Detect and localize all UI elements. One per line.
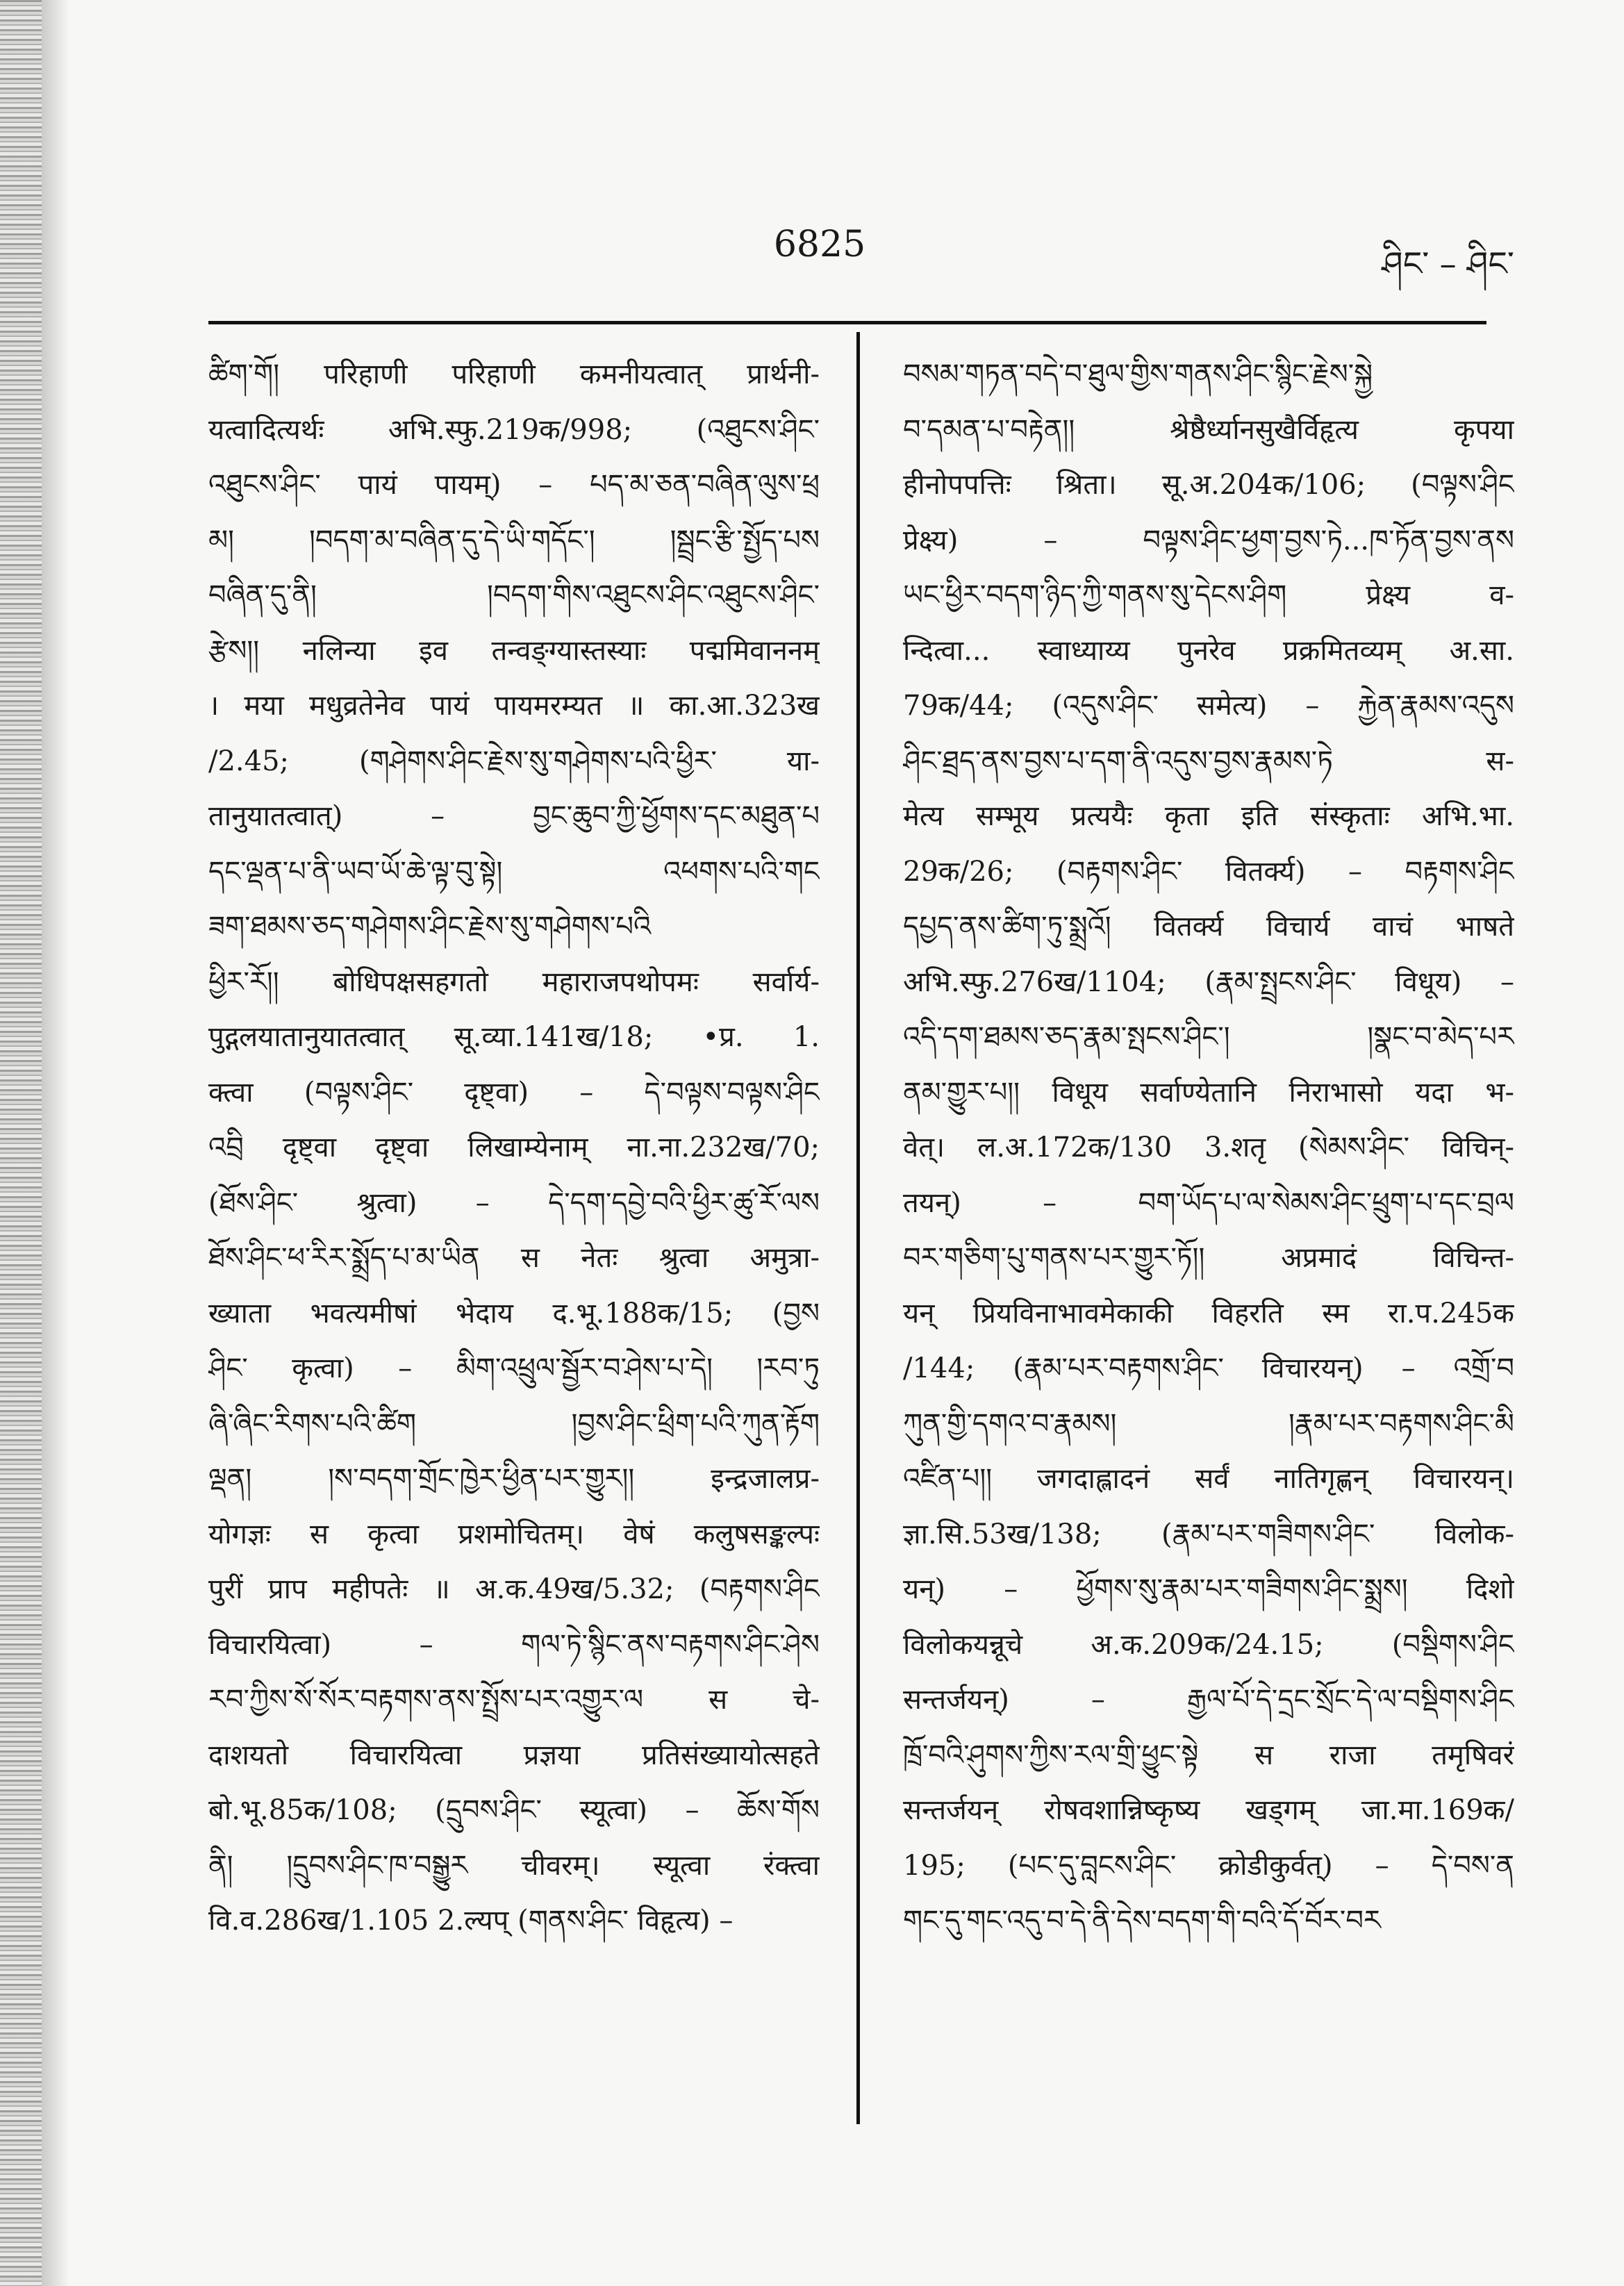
text-line: पुद्गलयातानुयातत्वात् सू.व्या.141ख/18; •प्र. 1. xyxy=(208,1021,820,1053)
text-line: ཤིང་ཐྲད་ནས་བྱས་པ་དག་ནི་འདུས་བྱས་རྣམས་ཏེ स- xyxy=(903,745,1514,777)
scan-edge-fade xyxy=(42,0,69,2286)
left-column xyxy=(208,347,820,1949)
text-line: । मया मधुव्रतेनेव पायं पायमरम्यत ॥ का.आ.323ख xyxy=(208,690,820,722)
text-line: वेत्। ल.अ.172क/130 3.शतृ (སེམས་ཤིང་ विचिन्- xyxy=(903,1132,1514,1163)
text-line: འཐུངས་ཤིང་ पायं पायम्) – པད་མ་ཅན་བཞིན་ལུས་ཕྲ xyxy=(208,469,820,501)
text-line: རབ་ཀྱིས་སོ་སོར་བརྟགས་ནས་སྤྲོས་པར་འགྱུར་ལ स चे- xyxy=(208,1684,820,1716)
text-line: हीनोपपत्तिः श्रिता। सू.अ.204क/106; (བལྟས་ཤིང xyxy=(903,469,1514,501)
text-line: གང་དུ་གང་འདུ་བ་དེ་ནི་དེས་བདག་གི་བའི་དོ་བོར་བར xyxy=(903,1905,1381,1937)
text-line: दाशयतो विचारयित्वा प्रज्ञया प्रतिसंख्यायोत्सहते xyxy=(208,1739,820,1771)
text-line: प्रेक्ष्य) – བལྟས་ཤིང་ཕྱག་བྱས་ཏེ...ཁ་ཏོན་བྱས་ནས xyxy=(903,524,1514,556)
text-line: योगज्ञः स कृत्वा प्रशमोचितम्। वेषं कलुषसङ्कल्पः xyxy=(208,1518,820,1550)
right-column xyxy=(903,347,1514,1949)
text-line: मेत्य सम्भूय प्रत्ययैः कृता इति संस्कृताः अभि.भा. xyxy=(903,800,1514,832)
text-line: ज्ञा.सि.53ख/138; (རྣམ་པར་གཟིགས་ཤིང་ विलोक- xyxy=(903,1518,1514,1550)
text-line: ཕྱིར་རོ།། बोधिपक्षसहगतो महाराजपथोपमः सर्वार्य- xyxy=(208,966,820,998)
text-line: འདི་དག་ཐམས་ཅད་རྣམ་སྤངས་ཤིང་། །སྣང་བ་མེད་པར xyxy=(903,1021,1514,1053)
text-line: /2.45; (གཤེགས་ཤིང་རྗེས་སུ་གཤེགས་པའི་ཕྱིར་ या- xyxy=(208,745,820,777)
text-line: क्त्वा (བལྟས་ཤིང་ दृष्ट्वा) – དེ་བལྟས་བལྟས་ཤིང xyxy=(208,1076,820,1109)
text-line: 29क/26; (བརྟགས་ཤིང་ वितर्क्य) – བརྟགས་ཤིང xyxy=(903,855,1514,888)
text-line: ནི། །དྲུབས་ཤིང་ཁ་བསྒྱུར चीवरम्। स्यूत्वा रंक्त्वा xyxy=(208,1849,820,1882)
text-line: अभि.स्फु.276ख/1104; (རྣམ་སྤྲངས་ཤིང་ विधूय) – xyxy=(903,966,1514,998)
text-line: 195; (པང་དུ་བླངས་ཤིང་ क्रोडीकुर्वत्) – དེ་བས་ན xyxy=(903,1849,1514,1882)
text-line: བ་དམན་པ་བརྟེན།། श्रेष्ठैर्ध्यानसुखैर्विहृत्य कृपया xyxy=(903,413,1514,446)
text-line: न्दित्वा... स्वाध्याय्य पुनरेव प्रक्रमितव्यम् अ.सा. xyxy=(903,634,1514,667)
column-divider xyxy=(856,332,860,2124)
text-line: བཞིན་དུ་ནི། །བདག་གིས་འཐུངས་ཤིང་འཐུངས་ཤིང་ xyxy=(208,579,820,611)
text-line: ལྡན། །ས་བདག་གྲོང་ཁྱེར་ཕྱིན་པར་གྱུར།། इन्द्रजालप्र- xyxy=(208,1463,820,1495)
text-line: सन्तर्जयन्) – རྒྱལ་པོ་དེ་དྲང་སྲོང་དེ་ལ་བསྡིགས་ཤིང xyxy=(903,1684,1514,1716)
text-line: ཚིག་གོ། परिहाणी परिहाणी कमनीयत्वात् प्रार्थनी- xyxy=(208,358,820,390)
text-line: ཡང་ཕྱིར་བདག་ཉིད་ཀྱི་གནས་སུ་དེངས་ཤིག प्रेक्ष्य व- xyxy=(903,579,1514,611)
text-line: सन्तर्जयन् रोषवशान्निष्कृष्य खड्गम् जा.मा.169क/ xyxy=(903,1794,1514,1826)
text-line: འཛིན་པ།། जगदाह्लादनं सर्वं नातिगृह्णन् विचारयन्। xyxy=(903,1463,1514,1495)
text-line: यन् प्रियविनाभावमेकाकी विहरति स्म रा.प.245क xyxy=(903,1297,1514,1330)
running-head: ཤིང་ – ཤིང་ xyxy=(1382,245,1514,283)
text-line: तानुयातत्वात्) – བྱང་ཆུབ་ཀྱི་ཕྱོགས་དང་མཐུན་པ xyxy=(208,800,820,832)
text-line: ཟག་ཐམས་ཅད་གཤེགས་ཤིང་རྗེས་སུ་གཤེགས་པའི xyxy=(208,911,652,943)
text-line: विलोकयन्नूचे अ.क.209क/24.15; (བསྡིགས་ཤིང xyxy=(903,1628,1514,1661)
text-line: बो.भू.85क/108; (དྲུབས་ཤིང་ स्यूत्वा) – ཆོས་གོས xyxy=(208,1794,820,1826)
text-line: ནམ་གྱུར་པ།། विधूय सर्वाण्येतानि निराभासो यदा भ- xyxy=(903,1076,1514,1109)
text-line: འབྲི दृष्ट्वा दृष्ट्वा लिखाम्येनाम् ना.ना.232ख/70; xyxy=(208,1132,820,1163)
text-line: བར་གཅིག་པུ་གནས་པར་གྱུར་ཏོ།། अप्रमादं विचिन्त- xyxy=(903,1242,1514,1274)
text-line: यन्) – ཕྱོགས་སུ་རྣམ་པར་གཟིགས་ཤིང་སྨྲས། दिशो xyxy=(903,1573,1514,1605)
text-line: 79क/44; (འདུས་ཤིང་ समेत्य) – རྐྱེན་རྣམས་འདུས xyxy=(903,690,1514,722)
text-line: དཔྱད་ནས་ཚིག་ཏུ་སྨྲའོ། वितर्क्य विचार्य वाचं भाषते xyxy=(903,911,1514,943)
text-line: (ཐོས་ཤིང་ श्रुत्वा) – དེ་དག་དབྱེ་བའི་ཕྱིར་ཚུ་རོ་ལས xyxy=(208,1186,820,1219)
text-line: བསམ་གཏན་བདེ་བ་ཐུལ་གྱིས་གནས་ཤིང་སྙིང་རྗེས་སྐྱེ xyxy=(903,358,1373,390)
text-line: ཤིང་ कृत्वा) – མིག་འཕྲུལ་སྦྱོར་བ་ཤེས་པ་དེ། །རབ་ཏུ xyxy=(208,1352,820,1384)
text-line: ཐོས་ཤིང་ཕ་རིར་སྨྲོད་པ་མ་ཡིན स नेतः श्रुत्वा अमुत्रा- xyxy=(208,1242,820,1274)
text-line: यत्वादित्यर्थः अभि.स्फु.219क/998; (འཐུངས་ཤིང་ xyxy=(208,413,820,446)
text-line: /144; (རྣམ་པར་བརྟགས་ཤིང་ विचारयन्) – འགྲོ་བ xyxy=(903,1352,1514,1384)
page-number: 6825 xyxy=(773,224,866,265)
text-line: དང་ལྡན་པ་ནི་ཡབ་ཡོ་ཆེ་ལྟ་བུ་སྟེ། འཕགས་པའི་གང xyxy=(208,855,820,888)
text-line: पुरीं प्राप महीपतेः ॥ अ.क.49ख/5.32; (བརྟགས་ཤིང xyxy=(208,1573,820,1605)
text-line: རྩེས།། नलिन्या इव तन्वङ्ग्यास्तस्याः पद्ममिवाननम् xyxy=(208,634,820,667)
text-line: विचारयित्वा) – གལ་ཏེ་སྙིང་ནས་བརྟགས་ཤིང་ཤེས xyxy=(208,1628,820,1661)
text-line: ख्याता भवत्यमीषां भेदाय द.भू.188क/15; (བྱས xyxy=(208,1297,820,1330)
text-line: तयन्) – བག་ཡོད་པ་ལ་སེམས་ཤིང་ཕྲུག་པ་དང་བྲལ xyxy=(903,1186,1514,1219)
text-line: ཞི་ཞིང་རིགས་པའི་ཚིག །བྱས་ཤིང་ཕྲིག་པའི་ཀུན་རྟོག xyxy=(208,1407,820,1440)
text-line: ཁྲོ་བའི་ཤུགས་ཀྱིས་རལ་གྲི་ཕྱུང་སྟེ स राजा तमृषिवरं xyxy=(903,1739,1514,1771)
text-line: མ། །བདག་མ་བཞིན་དུ་དེ་ཡི་གདོང་། །སྦྲང་རྩི་སྤྱོད་པས xyxy=(208,524,820,556)
scan-edge-shadow xyxy=(0,0,42,2286)
header-rule xyxy=(208,321,1486,324)
text-line: वि.व.286ख/1.105 2.ल्यप् (གནས་ཤིང་ विहृत्य) – xyxy=(208,1905,734,1937)
text-line: ཀུན་གྱི་དགའ་བ་རྣམས། །རྣམ་པར་བརྟགས་ཤིང་མི xyxy=(903,1407,1514,1440)
